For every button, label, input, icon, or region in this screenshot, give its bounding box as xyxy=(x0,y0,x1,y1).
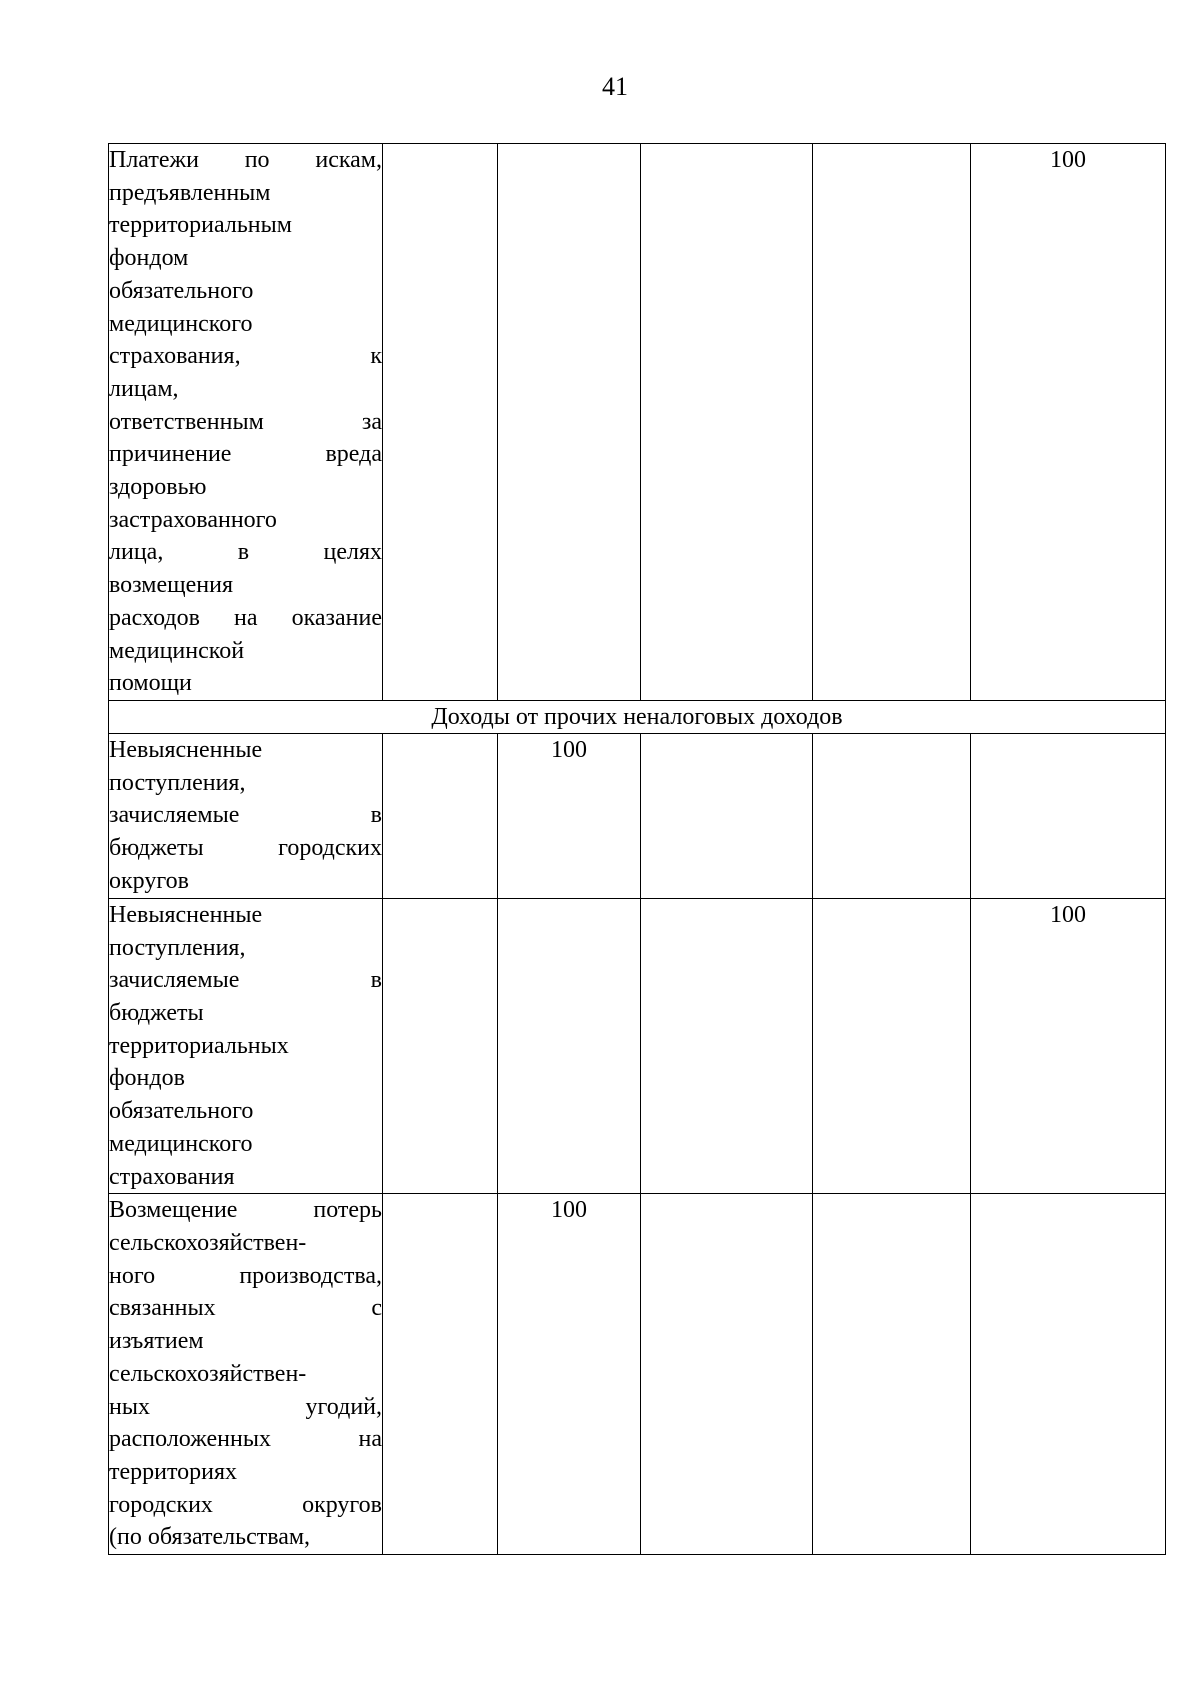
rate-cell xyxy=(813,898,971,1193)
revenue-name-line: медицинской xyxy=(109,637,245,664)
revenue-name-line: лица, в целях xyxy=(109,539,382,566)
rate-cell: 100 xyxy=(971,898,1166,1193)
revenue-name-line: территориальным xyxy=(109,212,292,239)
revenue-name-line: городских округов xyxy=(109,1491,382,1518)
rate-cell xyxy=(813,733,971,898)
revenue-name-line: медицинского xyxy=(109,310,253,337)
revenue-name-line: расположенных на xyxy=(109,1426,382,1453)
table-row xyxy=(109,1194,1166,1555)
revenue-name-line: здоровью xyxy=(109,474,207,501)
revenue-name-line: Возмещение потерь xyxy=(109,1197,382,1224)
revenue-name-line: зачисляемые в xyxy=(109,802,382,829)
page-number: 41 xyxy=(602,72,628,101)
revenue-name-line: бюджеты xyxy=(109,1000,204,1027)
revenue-name-line: ного производства, xyxy=(109,1262,382,1289)
revenue-name-line: застрахованного xyxy=(109,506,277,533)
rate-cell: 100 xyxy=(498,733,641,898)
rate-cell xyxy=(498,898,641,1193)
rate-cell xyxy=(971,1194,1166,1555)
revenue-name-line: связанных с xyxy=(109,1295,382,1322)
revenue-name-line: обязательного xyxy=(109,1098,254,1125)
rate-cell xyxy=(383,733,498,898)
revenue-name-line: сельскохозяйствен- xyxy=(109,1360,307,1387)
rate-cell xyxy=(383,144,498,701)
section-header-row xyxy=(109,700,1166,733)
rate-cell xyxy=(383,1194,498,1555)
table-row xyxy=(109,733,1166,898)
rate-cell xyxy=(641,1194,813,1555)
revenue-name-line: изъятием xyxy=(109,1328,204,1355)
revenue-name-cell xyxy=(109,733,383,898)
revenue-name-line: медицинского xyxy=(109,1130,253,1157)
revenue-name-line: лицам, xyxy=(109,375,179,402)
revenue-name-line: предъявленным xyxy=(109,179,271,206)
revenue-name-line: фондом xyxy=(109,245,189,272)
rate-cell: 100 xyxy=(498,1194,641,1555)
revenue-name-line: территориальных xyxy=(109,1032,289,1059)
rate-cell xyxy=(813,1194,971,1555)
rate-cell xyxy=(641,733,813,898)
revenue-name-cell xyxy=(109,1194,383,1555)
revenue-name-line: округов xyxy=(109,867,189,894)
rate-cell xyxy=(641,144,813,701)
revenue-name-line: территориях xyxy=(109,1458,238,1485)
revenue-name-line: поступления, xyxy=(109,934,246,961)
revenue-name-line: расходов на оказание xyxy=(109,604,382,631)
revenue-name-line: (по обязательствам, xyxy=(109,1524,311,1551)
revenue-name-line: Невыясненные xyxy=(109,901,263,928)
revenue-name-line: бюджеты городских xyxy=(109,835,382,862)
table-row xyxy=(109,144,1166,701)
revenue-name-line: обязательного xyxy=(109,277,254,304)
revenue-name-line: поступления, xyxy=(109,769,246,796)
revenue-name-line: Невыясненные xyxy=(109,736,263,763)
revenue-name-line: причинение вреда xyxy=(109,441,382,468)
rate-cell xyxy=(498,144,641,701)
revenue-name-line: сельскохозяйствен- xyxy=(109,1229,307,1256)
rate-cell xyxy=(641,898,813,1193)
revenue-name-line: возмещения xyxy=(109,572,234,599)
table-row xyxy=(109,898,1166,1193)
rate-cell xyxy=(813,144,971,701)
rate-cell xyxy=(383,898,498,1193)
revenue-name-line: зачисляемые в xyxy=(109,967,382,994)
revenue-name-line: страхования xyxy=(109,1163,235,1190)
revenue-name-cell xyxy=(109,144,383,701)
rate-cell: 100 xyxy=(971,144,1166,701)
revenue-name-line: помощи xyxy=(109,670,192,697)
section-header: Доходы от прочих неналоговых доходов xyxy=(109,700,1166,733)
revenue-distribution-table xyxy=(108,143,1166,1555)
revenue-name-line: ных угодий, xyxy=(109,1393,382,1420)
rate-cell xyxy=(971,733,1166,898)
revenue-name-line: Платежи по искам, xyxy=(109,147,382,173)
revenue-name-cell xyxy=(109,898,383,1193)
revenue-name-line: страхования, к xyxy=(109,343,382,370)
revenue-name-line: фондов xyxy=(109,1065,185,1092)
revenue-name-line: ответственным за xyxy=(109,408,382,435)
